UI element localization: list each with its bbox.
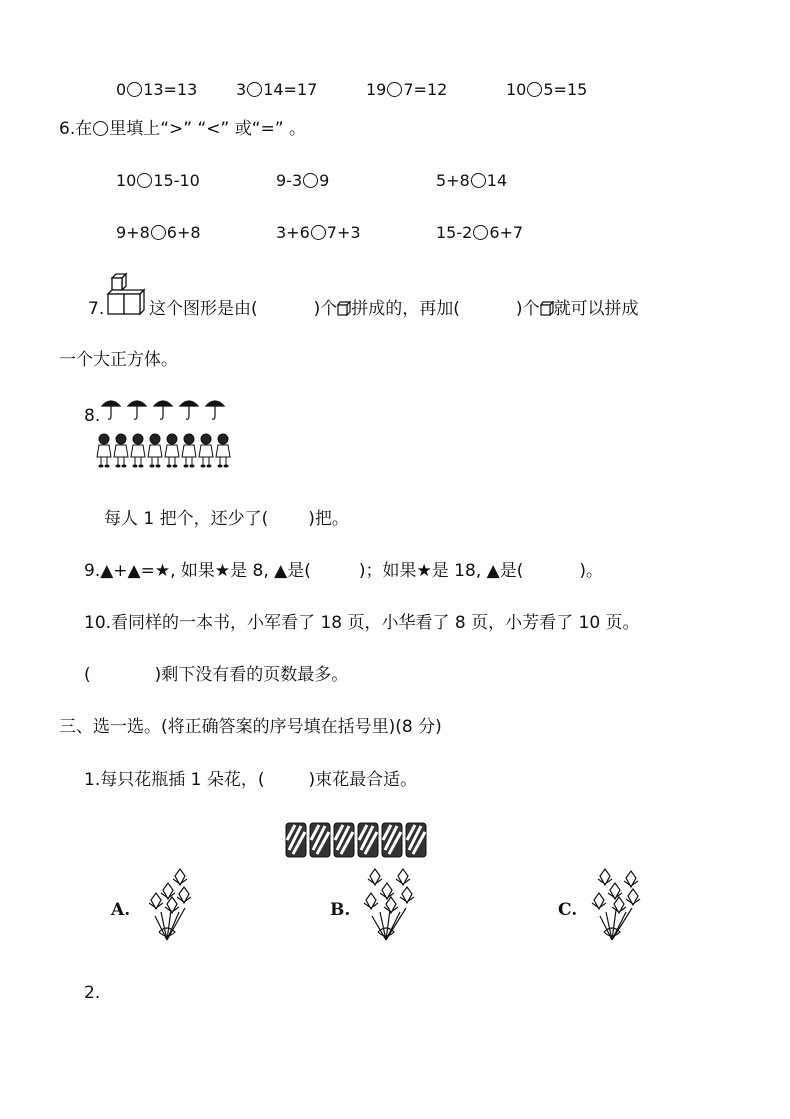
question-10-line2: ( )剩下没有看的页数最多。 [84,665,349,685]
bouquet-c-image [590,868,648,942]
question-8-text: 每人 1 把个，还少了( )把。 [104,509,349,529]
question-10-line1: 10.看同样的一本书，小军看了 18 页，小华看了 8 页，小芳看了 10 页。 [84,613,640,633]
question-7-line1: 这个图形是由( )个 拼成的，再加( )个 就可以拼成 [149,299,639,319]
equation-1: 0 13=13 [116,80,198,99]
option-b-label[interactable]: B. [330,900,351,920]
small-cube-icon [540,301,554,316]
answer-circle[interactable] [151,225,166,240]
answer-circle[interactable] [247,82,262,97]
answer-circle[interactable] [527,82,542,97]
compare-5: 3+6 7+3 [276,223,361,242]
question-9: 9.▲+▲=★, 如果★是 8, ▲是( )；如果★是 18, ▲是( )。 [84,561,603,581]
vases-image [285,822,429,858]
question-7-number: 7. [88,299,105,319]
children-image [96,432,236,470]
answer-circle[interactable] [127,82,142,97]
compare-1: 10 15-10 [116,171,200,190]
equation-3: 19 7=12 [366,80,448,99]
compare-6: 15-2 6+7 [436,223,524,242]
circle-icon [93,121,108,136]
option-c-label[interactable]: C. [558,900,578,920]
umbrellas-image [100,396,236,424]
answer-circle[interactable] [303,173,318,188]
question-6: 6.在 里填上“>” “<” 或“=” 。 [59,119,307,139]
compare-3: 5+8 14 [436,171,508,190]
small-cube-icon [337,301,351,316]
question-7-line2: 一个大正方体。 [59,350,178,370]
equation-2: 3 14=17 [236,80,318,99]
section-3-question-2: 2. [84,983,101,1003]
answer-circle[interactable] [137,173,152,188]
compare-2: 9-3 9 [276,171,330,190]
cube-figure-icon [106,272,150,316]
bouquet-a-image [145,868,197,942]
section-3-question-1: 1.每只花瓶插 1 朵花，( )束花最合适。 [84,770,418,790]
section-3-title: 三、选一选。(将正确答案的序号填在括号里)(8 分) [59,717,442,737]
bouquet-b-image [362,868,422,942]
option-a-label[interactable]: A. [111,900,131,920]
answer-circle[interactable] [311,225,326,240]
question-8-number: 8. [84,406,101,426]
answer-circle[interactable] [387,82,402,97]
answer-circle[interactable] [471,173,486,188]
answer-circle[interactable] [473,225,488,240]
equation-4: 10 5=15 [506,80,588,99]
compare-4: 9+8 6+8 [116,223,201,242]
